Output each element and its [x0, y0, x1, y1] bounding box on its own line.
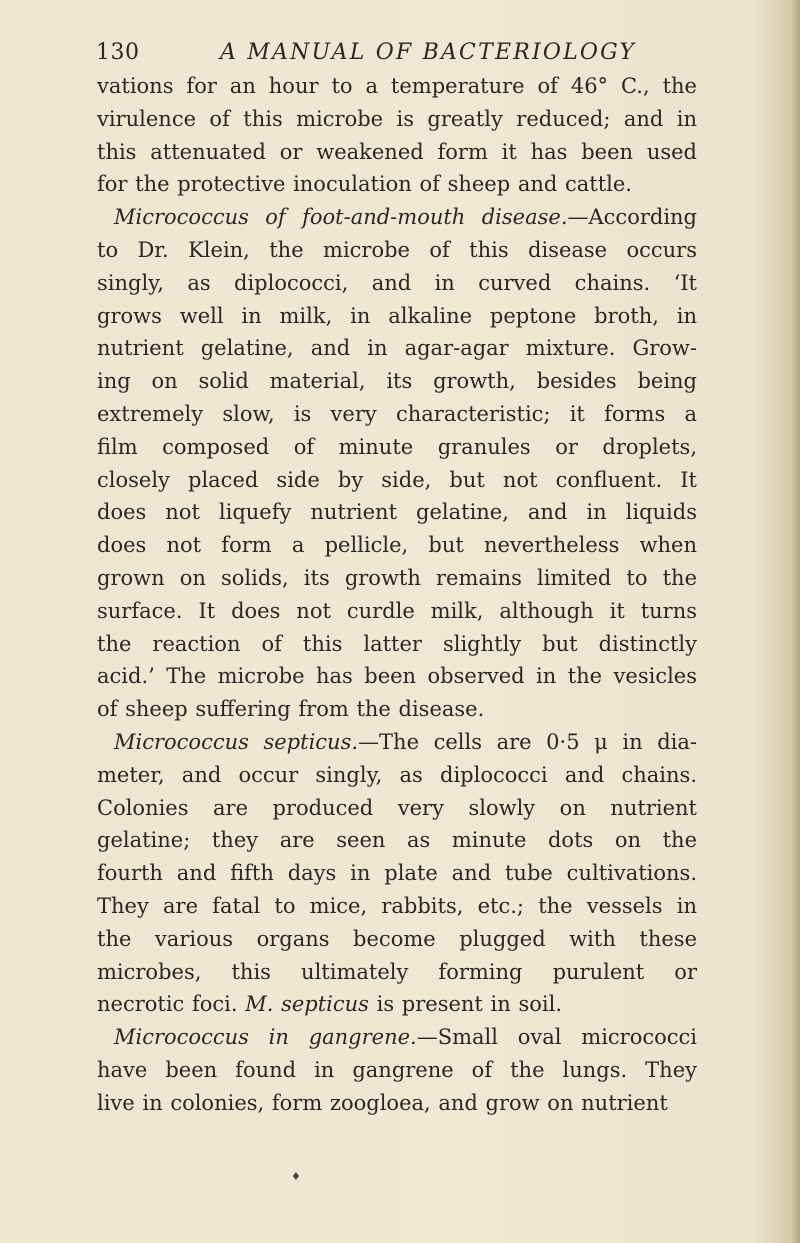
italic-heading: Micrococcus in gangrene.: [114, 1025, 417, 1050]
text-line: [97, 267, 697, 300]
text-line: [97, 595, 697, 628]
text-run: the various organs become plugged with these: [97, 926, 697, 951]
text-line: [97, 201, 697, 234]
text-line: [97, 496, 697, 529]
text-run: acid.’ The microbe has been observed in the vesicles: [97, 664, 697, 689]
text-run: surface. It does not curdle milk, although it turns: [97, 598, 697, 623]
text-run: grows well in milk, in alkaline peptone broth, in: [97, 303, 697, 328]
text-line: [97, 365, 697, 398]
text-run: of sheep suffering from the disease.: [97, 697, 485, 722]
text-line: [97, 693, 697, 726]
text-run: meter, and occur singly, as diplococci and chains.: [97, 762, 697, 787]
text-line: [97, 890, 697, 923]
text-line: [97, 759, 697, 792]
text-line: [97, 1021, 697, 1054]
italic-heading: Micrococcus septicus.: [114, 729, 359, 754]
text-line: [97, 70, 697, 103]
text-run: ing on solid material, its growth, besides being: [97, 369, 697, 394]
text-line: [97, 923, 697, 956]
text-run: film composed of minute granules or droplets,: [97, 434, 697, 459]
text-run: Colonies are produced very slowly on nutrient: [97, 795, 697, 820]
page-number: 130: [96, 40, 140, 65]
text-run: necrotic foci.: [97, 992, 246, 1017]
text-run: —The cells are 0·5 μ in dia-: [358, 729, 697, 754]
italic-heading: Micrococcus of foot-and-mouth disease.: [114, 205, 568, 230]
text-run: nutrient gelatine, and in agar-agar mixture. Grow-: [97, 336, 697, 361]
text-line: [97, 1087, 697, 1120]
text-line: [97, 234, 697, 267]
text-run: does not form a pellicle, but nevertheless when: [97, 533, 697, 558]
text-line: [97, 136, 697, 169]
text-run: fourth and fifth days in plate and tube cultivations.: [97, 861, 697, 886]
text-run: They are fatal to mice, rabbits, etc.; the vessels in: [97, 893, 697, 918]
text-line: [97, 332, 697, 365]
text-line: [97, 168, 697, 201]
text-run: extremely slow, is very characteristic; it forms a: [97, 401, 697, 426]
page-header: [96, 40, 736, 74]
text-run: microbes, this ultimately forming purulent or: [97, 959, 697, 984]
page-edge: [792, 0, 800, 1243]
text-line: [97, 628, 697, 661]
text-line: [97, 726, 697, 759]
text-line: [97, 857, 697, 890]
text-line: [97, 300, 697, 333]
text-line: [97, 792, 697, 825]
text-run: gelatine; they are seen as minute dots on the: [97, 828, 697, 853]
text-line: [97, 1054, 697, 1087]
text-run: —Small oval micrococci: [416, 1025, 697, 1050]
text-run: to Dr. Klein, the microbe of this disease occurs: [97, 237, 697, 262]
text-line: [97, 398, 697, 431]
text-line: [97, 562, 697, 595]
text-run: for the protective inoculation of sheep and cattle.: [97, 172, 632, 197]
text-run: does not liquefy nutrient gelatine, and in liquids: [97, 500, 697, 525]
text-run: virulence of this microbe is greatly reduced; and in: [97, 106, 697, 131]
running-title: A MANUAL OF BACTERIOLOGY: [220, 40, 637, 65]
text-run: closely placed side by side, but not confluent. It: [97, 467, 697, 492]
text-line: [97, 529, 697, 562]
text-run: live in colonies, form zoogloea, and grow on nutrient: [97, 1090, 668, 1115]
text-run: is present in soil.: [368, 992, 562, 1017]
text-run: vations for an hour to a temperature of 46° C., the: [97, 74, 697, 98]
text-line: [97, 103, 697, 136]
text-run: have been found in gangrene of the lungs. They: [97, 1057, 697, 1082]
text-line: [97, 660, 697, 693]
text-line: [97, 988, 697, 1021]
printer-mark: ♦: [291, 1170, 301, 1183]
text-line: [97, 464, 697, 497]
text-run: this attenuated or weakened form it has been used: [97, 139, 697, 164]
italic-heading: M. septicus: [245, 992, 369, 1017]
body-text: [97, 70, 697, 1120]
text-run: grown on solids, its growth remains limited to the: [97, 565, 697, 590]
text-line: [97, 824, 697, 857]
text-run: singly, as diplococci, and in curved chains. ‘It: [97, 270, 697, 295]
text-line: [97, 956, 697, 989]
text-line: [97, 431, 697, 464]
text-run: the reaction of this latter slightly but distinctly: [97, 631, 697, 656]
text-run: —According: [567, 205, 697, 230]
